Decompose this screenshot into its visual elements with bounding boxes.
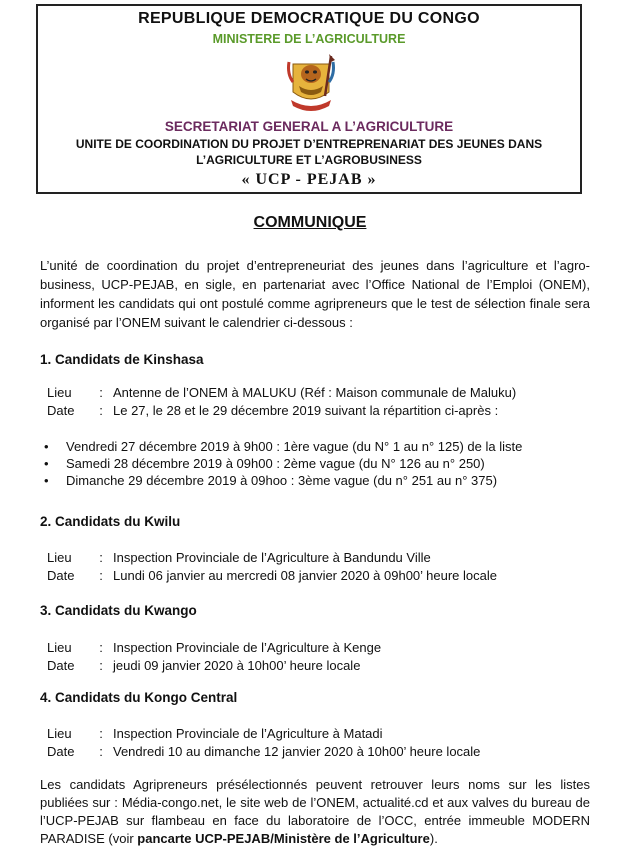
secretariat-name: SECRETARIAT GENERAL A L’AGRICULTURE xyxy=(164,119,454,134)
date-value: jeudi 09 janvier 2020 à 10h00’ heure locale xyxy=(113,658,361,673)
unit-line-1: UNITE DE COORDINATION DU PROJET D’ENTREPRENARIAT DES JEUNES DANS xyxy=(75,137,543,151)
section-heading: 3. Candidats du Kwango xyxy=(40,603,197,618)
page-title: COMMUNIQUE xyxy=(253,214,367,231)
ministry-name: MINISTERE DE L’AGRICULTURE xyxy=(212,32,406,46)
section-date-row xyxy=(47,403,498,418)
colon: : xyxy=(99,568,103,583)
lieu-label: Lieu xyxy=(47,550,72,565)
date-label: Date xyxy=(47,658,75,673)
list-item: • Vendredi 27 décembre 2019 à 9h00 : 1ère vague (du N° 1 au n° 125) de la liste xyxy=(44,439,523,454)
unit-line-2: L’AGRICULTURE ET L’AGROBUSINESS xyxy=(196,153,422,167)
section-date-row xyxy=(47,568,497,583)
colon: : xyxy=(99,744,103,759)
section-heading: 1. Candidats de Kinshasa xyxy=(40,352,204,367)
date-label: Date xyxy=(47,744,75,759)
section-lieu-row xyxy=(47,640,381,655)
section-heading: 4. Candidats du Kongo Central xyxy=(40,690,238,705)
list-item: • Dimanche 29 décembre 2019 à 09hoo : 3ème vague (du n° 251 au n° 375) xyxy=(44,473,498,488)
list-item: • Samedi 28 décembre 2019 à 09h00 : 2ème vague (du N° 126 au n° 250) xyxy=(44,456,485,471)
lieu-label: Lieu xyxy=(47,726,72,741)
lieu-label: Lieu xyxy=(47,385,72,400)
date-value: Le 27, le 28 et le 29 décembre 2019 suivant la répartition ci-après : xyxy=(113,403,499,418)
date-value: Lundi 06 janvier au mercredi 08 janvier 2020 à 09h00’ heure locale xyxy=(113,568,497,583)
colon: : xyxy=(99,726,103,741)
date-label: Date xyxy=(47,568,75,583)
colon: : xyxy=(99,640,103,655)
section-lieu-row xyxy=(47,550,431,565)
colon: : xyxy=(99,658,103,673)
lieu-value: Antenne de l’ONEM à MALUKU (Réf : Maison communale de Maluku) xyxy=(113,385,517,400)
section-date-row xyxy=(47,744,480,759)
country-name: REPUBLIQUE DEMOCRATIQUE DU CONGO xyxy=(138,10,480,27)
bullet-icon: • xyxy=(44,456,49,471)
section-lieu-row xyxy=(47,726,383,741)
schedule-list xyxy=(44,438,522,489)
lieu-label: Lieu xyxy=(47,640,72,655)
lieu-value: Inspection Provinciale de l’Agriculture à Bandundu Ville xyxy=(113,550,431,565)
section-lieu-row xyxy=(47,385,516,400)
drc-coat-of-arms-icon xyxy=(285,52,337,116)
section-heading: 2. Candidats du Kwilu xyxy=(40,514,181,529)
lieu-value: Inspection Provinciale de l’Agriculture à Matadi xyxy=(113,726,383,741)
date-value: Vendredi 10 au dimanche 12 janvier 2020 à 10h00’ heure locale xyxy=(113,744,481,759)
bullet-icon: • xyxy=(44,439,49,454)
header-box xyxy=(36,4,582,194)
closing-paragraph: Les candidats Agripreneurs présélectionnés peuvent retrouver leurs noms sur les listes publiées sur : Média-congo.net, le site web de l’ONEM, actualité.cd et aux valves du bureau de l’UCP-PEJAB sur flambeau en face du laboratoire de l’OCC, entrée immeuble MODERN PARADISE (voir pancarte UCP-PEJAB/Ministère de l’Agriculture). xyxy=(40,777,590,846)
colon: : xyxy=(99,550,103,565)
section-date-row xyxy=(47,658,360,673)
colon: : xyxy=(99,403,103,418)
intro-paragraph: L’unité de coordination du projet d’entrepreneuriat des jeunes dans l’agriculture et l’agro-business, UCP-PEJAB, en sigle, en partenariat avec l’Office National de l’Emploi (ONEM), informent les candidats qui ont postulé comme agripreneurs que le test de sélection finale sera organisé par l’ONEM suivant le calendrier ci-dessous : xyxy=(40,258,590,330)
pancarte-reference: pancarte UCP-PEJAB/Ministère de l’Agriculture xyxy=(137,831,430,846)
bullet-icon: • xyxy=(44,473,49,488)
acronym: « UCP - PEJAB » xyxy=(241,171,377,188)
colon: : xyxy=(99,385,103,400)
lieu-value: Inspection Provinciale de l’Agriculture à Kenge xyxy=(113,640,382,655)
date-label: Date xyxy=(47,403,75,418)
